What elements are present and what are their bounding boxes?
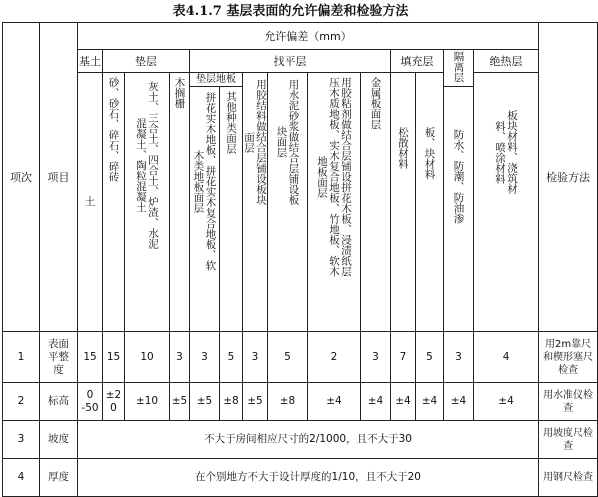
col-soil: 土	[78, 73, 103, 332]
tolerance-table	[2, 22, 598, 497]
value-cell: ±4	[391, 383, 416, 421]
col-sand-gravel	[103, 73, 125, 332]
col-insulation-material	[474, 73, 539, 332]
group-isolation	[444, 50, 474, 87]
value-cell: ±10	[125, 383, 170, 421]
value-cell: 3	[361, 332, 391, 383]
value-cell: ±4	[444, 383, 474, 421]
group-cushion: 垫层	[103, 50, 190, 73]
row-no: 3	[3, 421, 40, 459]
group-leveling: 找平层	[190, 50, 391, 73]
table-row	[3, 421, 598, 459]
row-method: 用坡度尺检查	[539, 421, 598, 459]
value-cell: 3	[190, 332, 220, 383]
value-cell: 3	[444, 332, 474, 383]
value-cell: 3	[170, 332, 190, 383]
col-binder-block	[243, 73, 268, 332]
table-row	[3, 332, 598, 383]
group-base-soil: 基土	[78, 50, 103, 73]
row-item: 标高	[40, 383, 78, 421]
col-block-material-label: 板、块材料	[423, 127, 436, 180]
col-mortar-block-label: 用水泥砂浆做结合层铺设板块面层	[275, 79, 300, 205]
value-cell: 10	[125, 332, 170, 383]
col-lime-soil-concrete	[125, 73, 170, 332]
value-cell: 5	[416, 332, 444, 383]
row-method: 用水准仪检查	[539, 383, 598, 421]
value-cell: ±4	[308, 383, 361, 421]
col-parquet-floor-label: 拼花实木地板、拼花实木复合地板、软木类地板面层	[192, 91, 217, 271]
col-metal-panel	[361, 73, 391, 332]
col-insulation-material-label: 板块材料、浇筑材料、喷涂材料	[494, 110, 519, 194]
col-other-surface-label: 其他种类面层	[225, 91, 237, 154]
group-insulation: 绝热层	[474, 50, 539, 73]
row-span-text: 不大于房间相应尺寸的2/1000，且不大于30	[78, 421, 539, 459]
col-waterproof	[444, 87, 474, 332]
value-cell: ±8	[220, 383, 243, 421]
value-cell: 15	[78, 332, 103, 383]
value-cell: 2	[308, 332, 361, 383]
value-cell: ±8	[268, 383, 308, 421]
value-cell: ±5	[170, 383, 190, 421]
group-isolation-label: 隔离层	[452, 50, 465, 83]
value-cell: 5	[220, 332, 243, 383]
row-item: 坡度	[40, 421, 78, 459]
row-span-text: 在个别地方不大于设计厚度的1/10，且不大于20	[78, 459, 539, 497]
col-binder-block-label: 用胶结料做结合层铺设板块面层	[243, 79, 267, 205]
header-item: 项目	[40, 23, 78, 332]
group-fill: 填充层	[391, 50, 444, 73]
value-cell: ±4	[361, 383, 391, 421]
value-cell: ±4	[474, 383, 539, 421]
col-waterproof-label: 防水、防潮、防油渗	[452, 128, 465, 224]
row-no: 2	[3, 383, 40, 421]
col-other-surface	[220, 87, 243, 332]
col-sand-gravel-label: 砂、砂石、碎石、碎砖	[107, 77, 120, 182]
value-cell: 0 -50	[78, 383, 103, 421]
value-cell: 4	[474, 332, 539, 383]
col-adhesive-wood-label: 用胶粘剂做结合层铺设拼花木板、浸渍纸层压木质地板、实木复合地板、竹地板、软木地板面层	[316, 77, 352, 277]
col-adhesive-wood	[308, 73, 361, 332]
row-no: 4	[3, 459, 40, 497]
col-loose-material-label: 松散材料	[397, 127, 409, 169]
value-cell: ±5	[243, 383, 268, 421]
value-cell: 15	[103, 332, 125, 383]
value-cell: 3	[243, 332, 268, 383]
col-mortar-block	[268, 73, 308, 332]
row-method: 用2m靠尺和楔形塞尺检查	[539, 332, 598, 383]
col-metal-panel-label: 金属板面层	[369, 77, 382, 130]
value-cell: ±5	[190, 383, 220, 421]
col-block-material	[416, 73, 444, 332]
table-row	[3, 383, 598, 421]
header-inspection-method: 检验方法	[539, 23, 598, 332]
row-item: 厚度	[40, 459, 78, 497]
col-loose-material	[391, 73, 416, 332]
value-cell: 7	[391, 332, 416, 383]
header-item-no: 项次	[3, 23, 40, 332]
value-cell: 5	[268, 332, 308, 383]
value-cell: ±2 0	[103, 383, 125, 421]
table-row	[3, 459, 598, 497]
row-no: 1	[3, 332, 40, 383]
col-wood-joist	[170, 73, 190, 332]
col-parquet-floor	[190, 87, 220, 332]
value-cell: ±4	[416, 383, 444, 421]
table-title: 表4.1.7 基层表面的允许偏差和检验方法	[172, 4, 409, 19]
subgroup-floor-cushion: 垫层地板	[190, 73, 243, 87]
row-item: 表面平整度	[40, 332, 78, 383]
header-allowance: 允许偏差（mm）	[78, 23, 539, 50]
row-method: 用钢尺检查	[539, 459, 598, 497]
col-wood-joist-label: 木搁栅	[173, 77, 186, 109]
col-lime-soil-concrete-label: 灰土、三合土、四合土、炉渣、水泥混凝土、陶粒混凝土	[135, 81, 159, 249]
